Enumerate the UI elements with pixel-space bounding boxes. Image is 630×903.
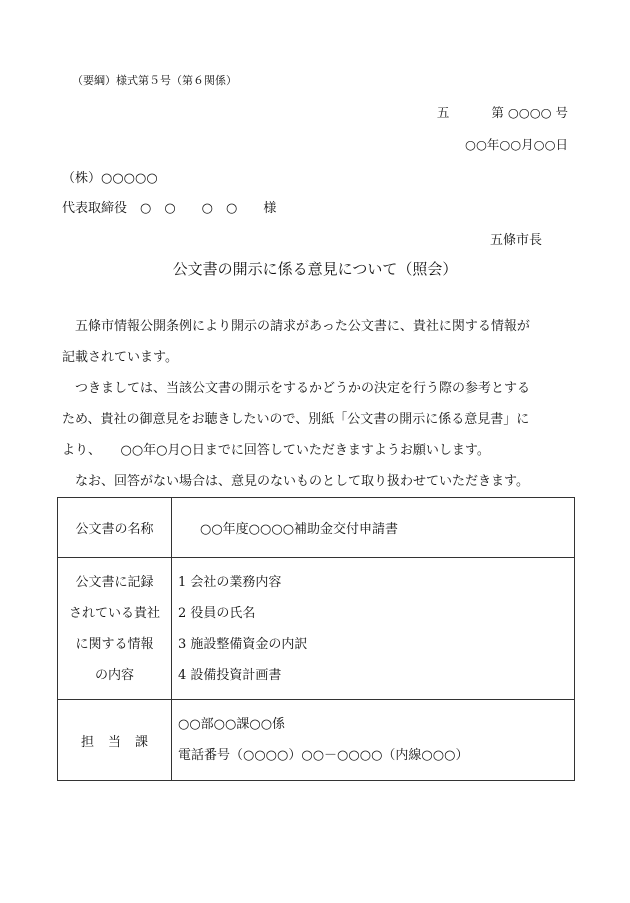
body-line: つきましては、当該公文書の開示をするかどうかの決定を行う際の参考とする <box>62 381 531 396</box>
sender-name: 五條市長 <box>489 233 542 248</box>
table-row-document-name <box>58 498 575 558</box>
body-line: 記載されています。 <box>62 350 178 365</box>
document-date: ○○年○○月○○日 <box>465 137 568 152</box>
document-name-label: 公文書の名称 <box>58 498 172 558</box>
info-table <box>57 497 575 781</box>
department-label <box>58 700 172 781</box>
table-row-department <box>58 700 575 781</box>
body-line: ため、貴社の御意見をお聴きしたいので、別紙「公文書の開示に係る意見書」に <box>62 412 530 427</box>
list-item: 1 会社の業務内容 <box>178 574 282 590</box>
document-name-value: ○○年度○○○○補助金交付申請書 <box>172 498 575 558</box>
company-info-label-line: 公文書に記録 <box>75 574 154 590</box>
document-title: 公文書の開示に係る意見について（照会） <box>172 260 458 278</box>
body-line: なお、回答がない場合は、意見のないものとして取り扱わせていただきます。 <box>62 474 529 489</box>
department-contact <box>172 700 575 781</box>
table-row-company-info <box>58 558 575 700</box>
recipient-company: （株）○○○○○ <box>62 171 158 186</box>
form-identifier: （要綱）様式第５号（第６関係） <box>72 74 237 87</box>
company-info-label <box>58 558 172 700</box>
document-number-prefix: 五 <box>436 105 450 120</box>
list-item: 3 施設整備資金の内訳 <box>178 636 308 652</box>
department-phone: 電話番号（○○○○）○○－○○○○（内線○○○） <box>178 748 469 763</box>
body-line: より、 ○○年○月○日までに回答していただきますようお願いします。 <box>62 443 490 458</box>
list-item: 4 設備投資計画書 <box>178 667 282 683</box>
body-line: 五條市情報公開条例により開示の請求があった公文書に、貴社に関する情報が <box>62 319 530 334</box>
company-info-list <box>172 558 575 700</box>
department-label-text: 担当課 <box>80 734 162 750</box>
company-info-label-line: されている貴社 <box>68 605 160 621</box>
company-info-label-line: に関する情報 <box>75 636 154 652</box>
recipient-name: 代表取締役 ○ ○ ○ ○ 様 <box>62 201 277 216</box>
department-name: ○○部○○課○○係 <box>178 717 286 732</box>
company-info-label-line: の内容 <box>94 667 134 683</box>
body-paragraphs <box>62 317 574 503</box>
list-item: 2 役員の氏名 <box>178 605 256 621</box>
document-number <box>437 103 568 121</box>
document-number-body: 第 ○○○○ 号 <box>491 105 568 120</box>
